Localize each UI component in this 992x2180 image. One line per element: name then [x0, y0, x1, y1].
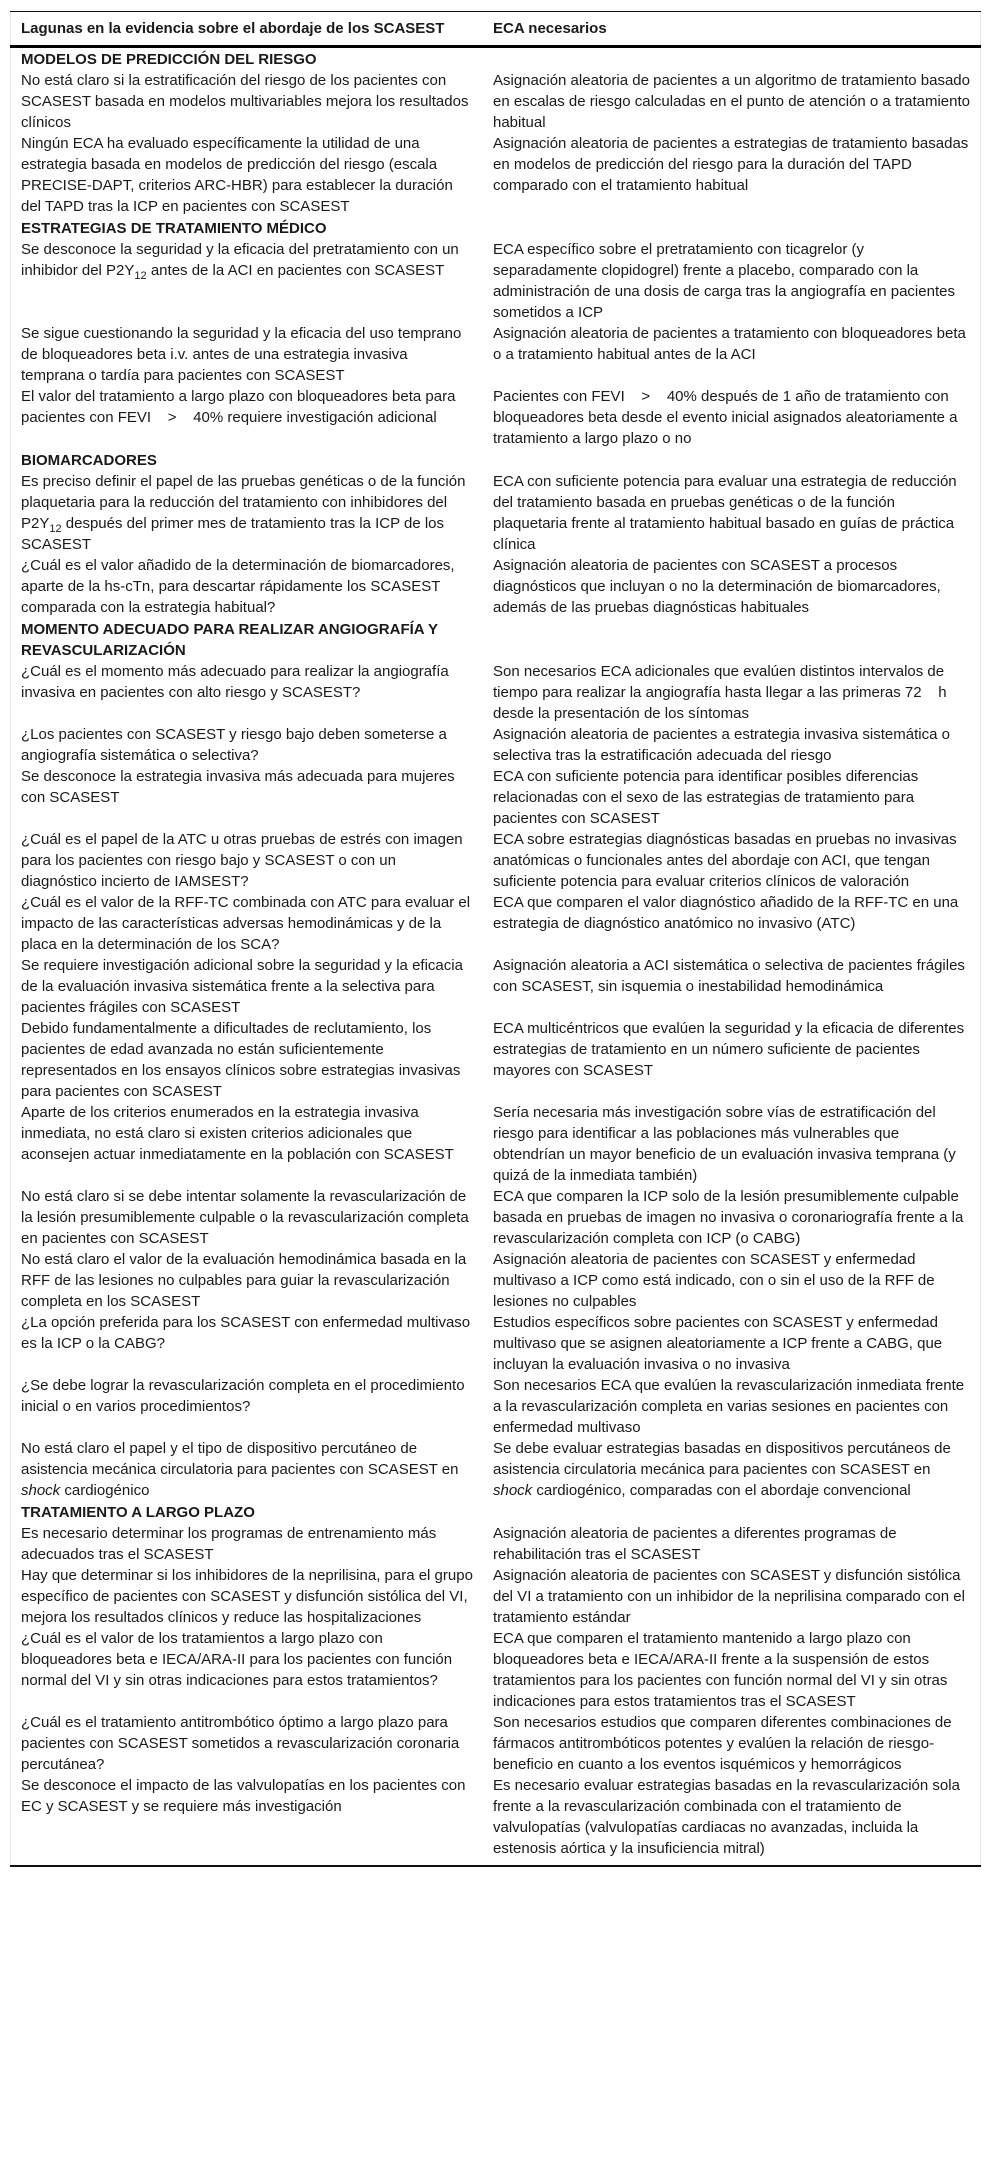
- table-row: [11, 471, 981, 555]
- rct-needed-cell: [483, 724, 981, 766]
- cell-text: Hay que determinar si los inhibidores de la neprilisina, para el grupo específico de pacientes con SCASEST y disfunción sistólica del VI, mejora los resultados clínicos y reduce las hospitalizaciones: [21, 1567, 478, 1626]
- evidence-gap-cell: [11, 892, 484, 955]
- cell-text: ¿Cuál es el valor de la RFF-TC combinada con ATC para evaluar el impacto de las características adversas hemodinámicas y de la placa en la determinación de los SCA?: [21, 894, 475, 953]
- section-row: [11, 1501, 981, 1523]
- header-row: [11, 12, 981, 47]
- cell-text: ECA con suficiente potencia para identificar posibles diferencias relacionadas con el sexo de las estrategias de tratamiento para pacientes con SCASEST: [493, 768, 923, 827]
- cell-text: Debido fundamentalmente a dificultades de reclutamiento, los pacientes de edad avanzada no están suficientemente representados en los ensayos clínicos sobre estrategias invasivas para pacientes con SCASEST: [21, 1020, 465, 1100]
- cell-text: ECA con suficiente potencia para evaluar una estrategia de reducción del tratamiento basada en pruebas genéticas o de la función plaquetaria frente al tratamiento habitual basado en guías de práctica clínica: [493, 473, 961, 553]
- rct-needed-cell: [483, 1775, 981, 1866]
- cell-text: Asignación aleatoria de pacientes a diferentes programas de rehabilitación tras el SCASEST: [493, 1525, 901, 1563]
- table-row: [11, 1102, 981, 1186]
- cell-text: ¿Cuál es el papel de la ATC u otras pruebas de estrés con imagen para los pacientes con riesgo bajo y SCASEST o con un diagnóstico incierto de IAMSEST?: [21, 831, 467, 890]
- section-row: [11, 47, 981, 71]
- cell-text: Se desconoce la estrategia invasiva más adecuada para mujeres con SCASEST: [21, 768, 459, 806]
- rct-needed-cell: [483, 555, 981, 618]
- table-header: [11, 12, 981, 47]
- cell-text: Asignación aleatoria de pacientes a un algoritmo de tratamiento basado en escalas de riesgo calculadas en el punto de atención o a tratamiento habitual: [493, 72, 975, 131]
- cell-text: Se sigue cuestionando la seguridad y la eficacia del uso temprano de bloqueadores beta i.v. antes de una estrategia invasiva temprana o tardía para pacientes con SCASEST: [21, 325, 466, 384]
- evidence-gap-cell: [11, 1249, 484, 1312]
- evidence-gap-cell: [11, 1018, 484, 1102]
- table-row: [11, 1018, 981, 1102]
- section-title: MODELOS DE PREDICCIÓN DEL RIESGO: [21, 51, 317, 68]
- evidence-gap-cell: [11, 133, 484, 217]
- section-title: MOMENTO ADECUADO PARA REALIZAR ANGIOGRAFÍA Y REVASCULARIZACIÓN: [21, 621, 438, 659]
- cell-text: Asignación aleatoria de pacientes con SCASEST a procesos diagnósticos que incluyan o no la determinación de biomarcadores, además de las pruebas diagnósticas habituales: [493, 557, 945, 616]
- table-row: [11, 386, 981, 449]
- rct-needed-cell: [483, 955, 981, 1018]
- evidence-gap-cell: [11, 1102, 484, 1186]
- evidence-gap-cell: [11, 1775, 484, 1866]
- cell-text: ECA que comparen el tratamiento mantenido a largo plazo con bloqueadores beta e IECA/ARA-II frente a la suspensión de estos tratamientos para los pacientes con función normal del VI y sin otras indicaciones para estos tratamientos tras el SCASEST: [493, 1630, 952, 1710]
- rct-needed-cell: [483, 1438, 981, 1501]
- text-segment: Se debe evaluar estrategias basadas en dispositivos percutáneos de asistencia circulatoria mecánica para pacientes con SCASEST en: [493, 1440, 951, 1478]
- cell-text: ¿Cuál es el valor añadido de la determinación de biomarcadores, aparte de la hs-cTn, para descartar rápidamente los SCASEST comparada con la estrategia habitual?: [21, 557, 459, 616]
- subscript: 12: [49, 523, 62, 535]
- rct-needed-cell: [483, 70, 981, 133]
- cell-text: Es necesario evaluar estrategias basadas en la revascularización sola frente a la revascularización combinada con el tratamiento de valvulopatías (valvulopatías cardiacas no avanzadas, incluida la estenosis aórtica y la insuficiencia mitral): [493, 1777, 965, 1857]
- evidence-gap-cell: [11, 555, 484, 618]
- cell-text: Son necesarios ECA que evalúen la revascularización inmediata frente a la revascularización completa en varias sesiones en pacientes con enfermedad multivaso: [493, 1377, 969, 1436]
- evidence-gap-cell: [11, 1438, 484, 1501]
- cell-text: Se desconoce el impacto de las valvulopatías en los pacientes con EC y SCASEST y se requiere más investigación: [21, 1777, 470, 1815]
- evidence-gap-cell: [11, 1712, 484, 1775]
- evidence-gap-cell: [11, 1565, 484, 1628]
- evidence-gap-cell: [11, 829, 484, 892]
- section-title: BIOMARCADORES: [21, 452, 157, 469]
- cell-text: Asignación aleatoria de pacientes a tratamiento con bloqueadores beta o a tratamiento habitual antes de la ACI: [493, 325, 970, 363]
- cell-text: Sería necesaria más investigación sobre vías de estratificación del riesgo para identificar a las poblaciones más vulnerables que obtendrían un mayor beneficio de un evaluación invasiva temprana (y quizá de la inmediata también): [493, 1104, 960, 1184]
- cell-text: Aparte de los criterios enumerados en la estrategia invasiva inmediata, no está claro si existen criterios adicionales que aconsejen actuar inmediatamente en la población con SCASEST: [21, 1104, 454, 1163]
- evidence-gap-cell: [11, 70, 484, 133]
- text-segment: Es preciso definir el papel de las pruebas genéticas o de la función plaquetaria para la reducción del tratamiento con inhibidores del P2Y: [21, 473, 466, 532]
- table-row: [11, 70, 981, 133]
- table-row: [11, 1249, 981, 1312]
- cell-text: Asignación aleatoria de pacientes a estrategias de tratamiento basadas en modelos de predicción del riesgo para la duración del TAPD comparado con el tratamiento habitual: [493, 135, 973, 194]
- table-row: [11, 1438, 981, 1501]
- table-row: [11, 1712, 981, 1775]
- evidence-gaps-table: [10, 11, 981, 1867]
- evidence-gap-cell: [11, 323, 484, 386]
- cell-text: ¿La opción preferida para los SCASEST con enfermedad multivaso es la ICP o la CABG?: [21, 1314, 475, 1352]
- subscript: 12: [134, 270, 147, 282]
- text-segment: Se desconoce la seguridad y la eficacia del pretratamiento con un inhibidor del P2Y: [21, 241, 459, 279]
- rct-needed-cell: [483, 133, 981, 217]
- text-segment: No está claro el papel y el tipo de dispositivo percutáneo de asistencia mecánica circulatoria para pacientes con SCASEST en: [21, 1440, 459, 1478]
- cell-text: ECA específico sobre el pretratamiento con ticagrelor (y separadamente clopidogrel) frente a placebo, comparado con la administración de una dosis de carga tras la angiografía en pacientes sometidos a ICP: [493, 241, 960, 321]
- rct-needed-cell: [483, 1375, 981, 1438]
- evidence-gap-cell: [11, 471, 484, 555]
- section-row: [11, 449, 981, 471]
- rct-needed-cell: [483, 239, 981, 323]
- table-row: [11, 555, 981, 618]
- table-row: [11, 955, 981, 1018]
- header-evidence-gaps: Lagunas en la evidencia sobre el abordaje de los SCASEST: [21, 20, 445, 37]
- table-row: [11, 133, 981, 217]
- table-row: [11, 1775, 981, 1866]
- rct-needed-cell: [483, 323, 981, 386]
- rct-needed-cell: [483, 471, 981, 555]
- cell-text: ¿Se debe lograr la revascularización completa en el procedimiento inicial o en varios procedimientos?: [21, 1377, 469, 1415]
- cell-text: ECA sobre estrategias diagnósticas basadas en pruebas no invasivas anatómicas o funcionales antes del abordaje con ACI, que tengan suficiente potencia para evaluar criterios clínicos de valoración: [493, 831, 961, 890]
- evidence-gap-cell: [11, 239, 484, 323]
- cell-text: No está claro el valor de la evaluación hemodinámica basada en la RFF de las lesiones no culpables para guiar la revascularización completa en los SCASEST: [21, 1251, 471, 1310]
- evidence-gap-cell: [11, 1186, 484, 1249]
- text-segment: después del primer mes de tratamiento tras la ICP de los SCASEST: [21, 515, 445, 553]
- text-segment: antes de la ACI en pacientes con SCASEST: [146, 262, 445, 279]
- evidence-gap-cell: [11, 386, 484, 449]
- rct-needed-cell: [483, 1018, 981, 1102]
- evidence-gap-cell: [11, 1523, 484, 1565]
- italic-term: shock: [493, 1482, 533, 1499]
- table-row: [11, 1565, 981, 1628]
- cell-text: El valor del tratamiento a largo plazo con bloqueadores beta para pacientes con FEVI > 40% requiere investigación adicional: [21, 388, 460, 426]
- section-title: TRATAMIENTO A LARGO PLAZO: [21, 1504, 255, 1521]
- rct-needed-cell: [483, 892, 981, 955]
- table-row: [11, 892, 981, 955]
- cell-text: Estudios específicos sobre pacientes con SCASEST y enfermedad multivaso que se asignen aleatoriamente a ICP frente a CABG, que incluyan la evaluación invasiva o no invasiva: [493, 1314, 947, 1373]
- section-empty-cell: [483, 449, 981, 471]
- cell-text: ¿Los pacientes con SCASEST y riesgo bajo deben someterse a angiografía sistemática o selectiva?: [21, 726, 451, 764]
- table-row: [11, 724, 981, 766]
- rct-needed-cell: [483, 1523, 981, 1565]
- header-rcts-needed: ECA necesarios: [493, 20, 607, 37]
- table-row: [11, 1312, 981, 1375]
- table-row: [11, 323, 981, 386]
- evidence-gap-cell: [11, 1628, 484, 1712]
- section-row: [11, 618, 981, 661]
- cell-text: ECA que comparen la ICP solo de la lesión presumiblemente culpable basada en pruebas de imagen no invasiva o coronariografía frente a la revascularización completa con ICP (o CABG): [493, 1188, 968, 1247]
- section-row: [11, 217, 981, 239]
- rct-needed-cell: [483, 829, 981, 892]
- table-row: [11, 829, 981, 892]
- cell-text: Asignación aleatoria a ACI sistemática o selectiva de pacientes frágiles con SCASEST, sin isquemia o inestabilidad hemodinámica: [493, 957, 970, 995]
- italic-term: shock: [21, 1482, 61, 1499]
- section-empty-cell: [483, 618, 981, 661]
- cell-text: Asignación aleatoria de pacientes con SCASEST y enfermedad multivaso a ICP como está indicado, con o sin el uso de la RFF de lesiones no culpables: [493, 1251, 939, 1310]
- section-empty-cell: [483, 1501, 981, 1523]
- cell-text: ¿Cuál es el tratamiento antitrombótico óptimo a largo plazo para pacientes con SCASEST sometidos a revascularización coronaria percutánea?: [21, 1714, 464, 1773]
- cell-text: ECA que comparen el valor diagnóstico añadido de la RFF-TC en una estrategia de diagnóstico anatómico no invasivo (ATC): [493, 894, 963, 932]
- section-title: ESTRATEGIAS DE TRATAMIENTO MÉDICO: [21, 220, 327, 237]
- cell-text: ¿Cuál es el momento más adecuado para realizar la angiografía invasiva en pacientes con alto riesgo y SCASEST?: [21, 663, 453, 701]
- table-row: [11, 1186, 981, 1249]
- table-row: [11, 1628, 981, 1712]
- cell-text: Pacientes con FEVI > 40% después de 1 año de tratamiento con bloqueadores beta desde el evento inicial asignados aleatoriamente a tratamiento a largo plazo o no: [493, 388, 962, 447]
- rct-needed-cell: [483, 386, 981, 449]
- cell-text: Ningún ECA ha evaluado específicamente la utilidad de una estrategia basada en modelos de predicción del riesgo (escala PRECISE-DAPT, criterios ARC-HBR) para establecer la duración del TAPD tras la ICP en pacientes con SCASEST: [21, 135, 457, 215]
- rct-needed-cell: [483, 1712, 981, 1775]
- text-segment: cardiogénico, comparadas con el abordaje convencional: [532, 1482, 911, 1499]
- evidence-gap-cell: [11, 1375, 484, 1438]
- cell-text: ECA multicéntricos que evalúen la seguridad y la eficacia de diferentes estrategias de tratamiento en un número suficiente de pacientes mayores con SCASEST: [493, 1020, 969, 1079]
- rct-needed-cell: [483, 1102, 981, 1186]
- cell-text: Se requiere investigación adicional sobre la seguridad y la eficacia de la evaluación invasiva sistemática frente a la selectiva para pacientes frágiles con SCASEST: [21, 957, 468, 1016]
- rct-needed-cell: [483, 1565, 981, 1628]
- cell-text: ¿Cuál es el valor de los tratamientos a largo plazo con bloqueadores beta e IECA/ARA-II para los pacientes con función normal del VI y sin otras indicaciones para estos tratamientos?: [21, 1630, 457, 1689]
- rct-needed-cell: [483, 1186, 981, 1249]
- rct-needed-cell: [483, 1249, 981, 1312]
- rct-needed-cell: [483, 1312, 981, 1375]
- evidence-gap-cell: [11, 661, 484, 724]
- section-empty-cell: [483, 47, 981, 71]
- rct-needed-cell: [483, 1628, 981, 1712]
- table-row: [11, 1523, 981, 1565]
- table-row: [11, 1375, 981, 1438]
- evidence-gap-cell: [11, 955, 484, 1018]
- rct-needed-cell: [483, 661, 981, 724]
- cell-text: Es necesario determinar los programas de entrenamiento más adecuados tras el SCASEST: [21, 1525, 441, 1563]
- evidence-gap-cell: [11, 724, 484, 766]
- evidence-gap-cell: [11, 766, 484, 829]
- section-empty-cell: [483, 217, 981, 239]
- cell-text: No está claro si la estratificación del riesgo de los pacientes con SCASEST basada en modelos multivariables mejora los resultados clínicos: [21, 72, 473, 131]
- cell-text: Son necesarios estudios que comparen diferentes combinaciones de fármacos antitrombóticos potentes y evalúen la relación de riesgo-beneficio en cuanto a los eventos isquémicos y hemorrágicos: [493, 1714, 956, 1773]
- cell-text: Asignación aleatoria de pacientes con SCASEST y disfunción sistólica del VI a tratamiento con un inhibidor de la neprilisina comparado con el tratamiento estándar: [493, 1567, 970, 1626]
- cell-text: Asignación aleatoria de pacientes a estrategia invasiva sistemática o selectiva tras la estratificación adecuada del riesgo: [493, 726, 955, 764]
- cell-text: Son necesarios ECA adicionales que evalúen distintos intervalos de tiempo para realizar la angiografía hasta llegar a las primeras 72 h desde la presentación de los síntomas: [493, 663, 951, 722]
- table-body: [11, 47, 981, 1867]
- table-row: [11, 766, 981, 829]
- evidence-gap-cell: [11, 1312, 484, 1375]
- rct-needed-cell: [483, 766, 981, 829]
- cell-text: No está claro si se debe intentar solamente la revascularización de la lesión presumiblemente culpable o la revascularización completa en pacientes con SCASEST: [21, 1188, 473, 1247]
- table-row: [11, 661, 981, 724]
- table-row: [11, 239, 981, 323]
- text-segment: cardiogénico: [60, 1482, 150, 1499]
